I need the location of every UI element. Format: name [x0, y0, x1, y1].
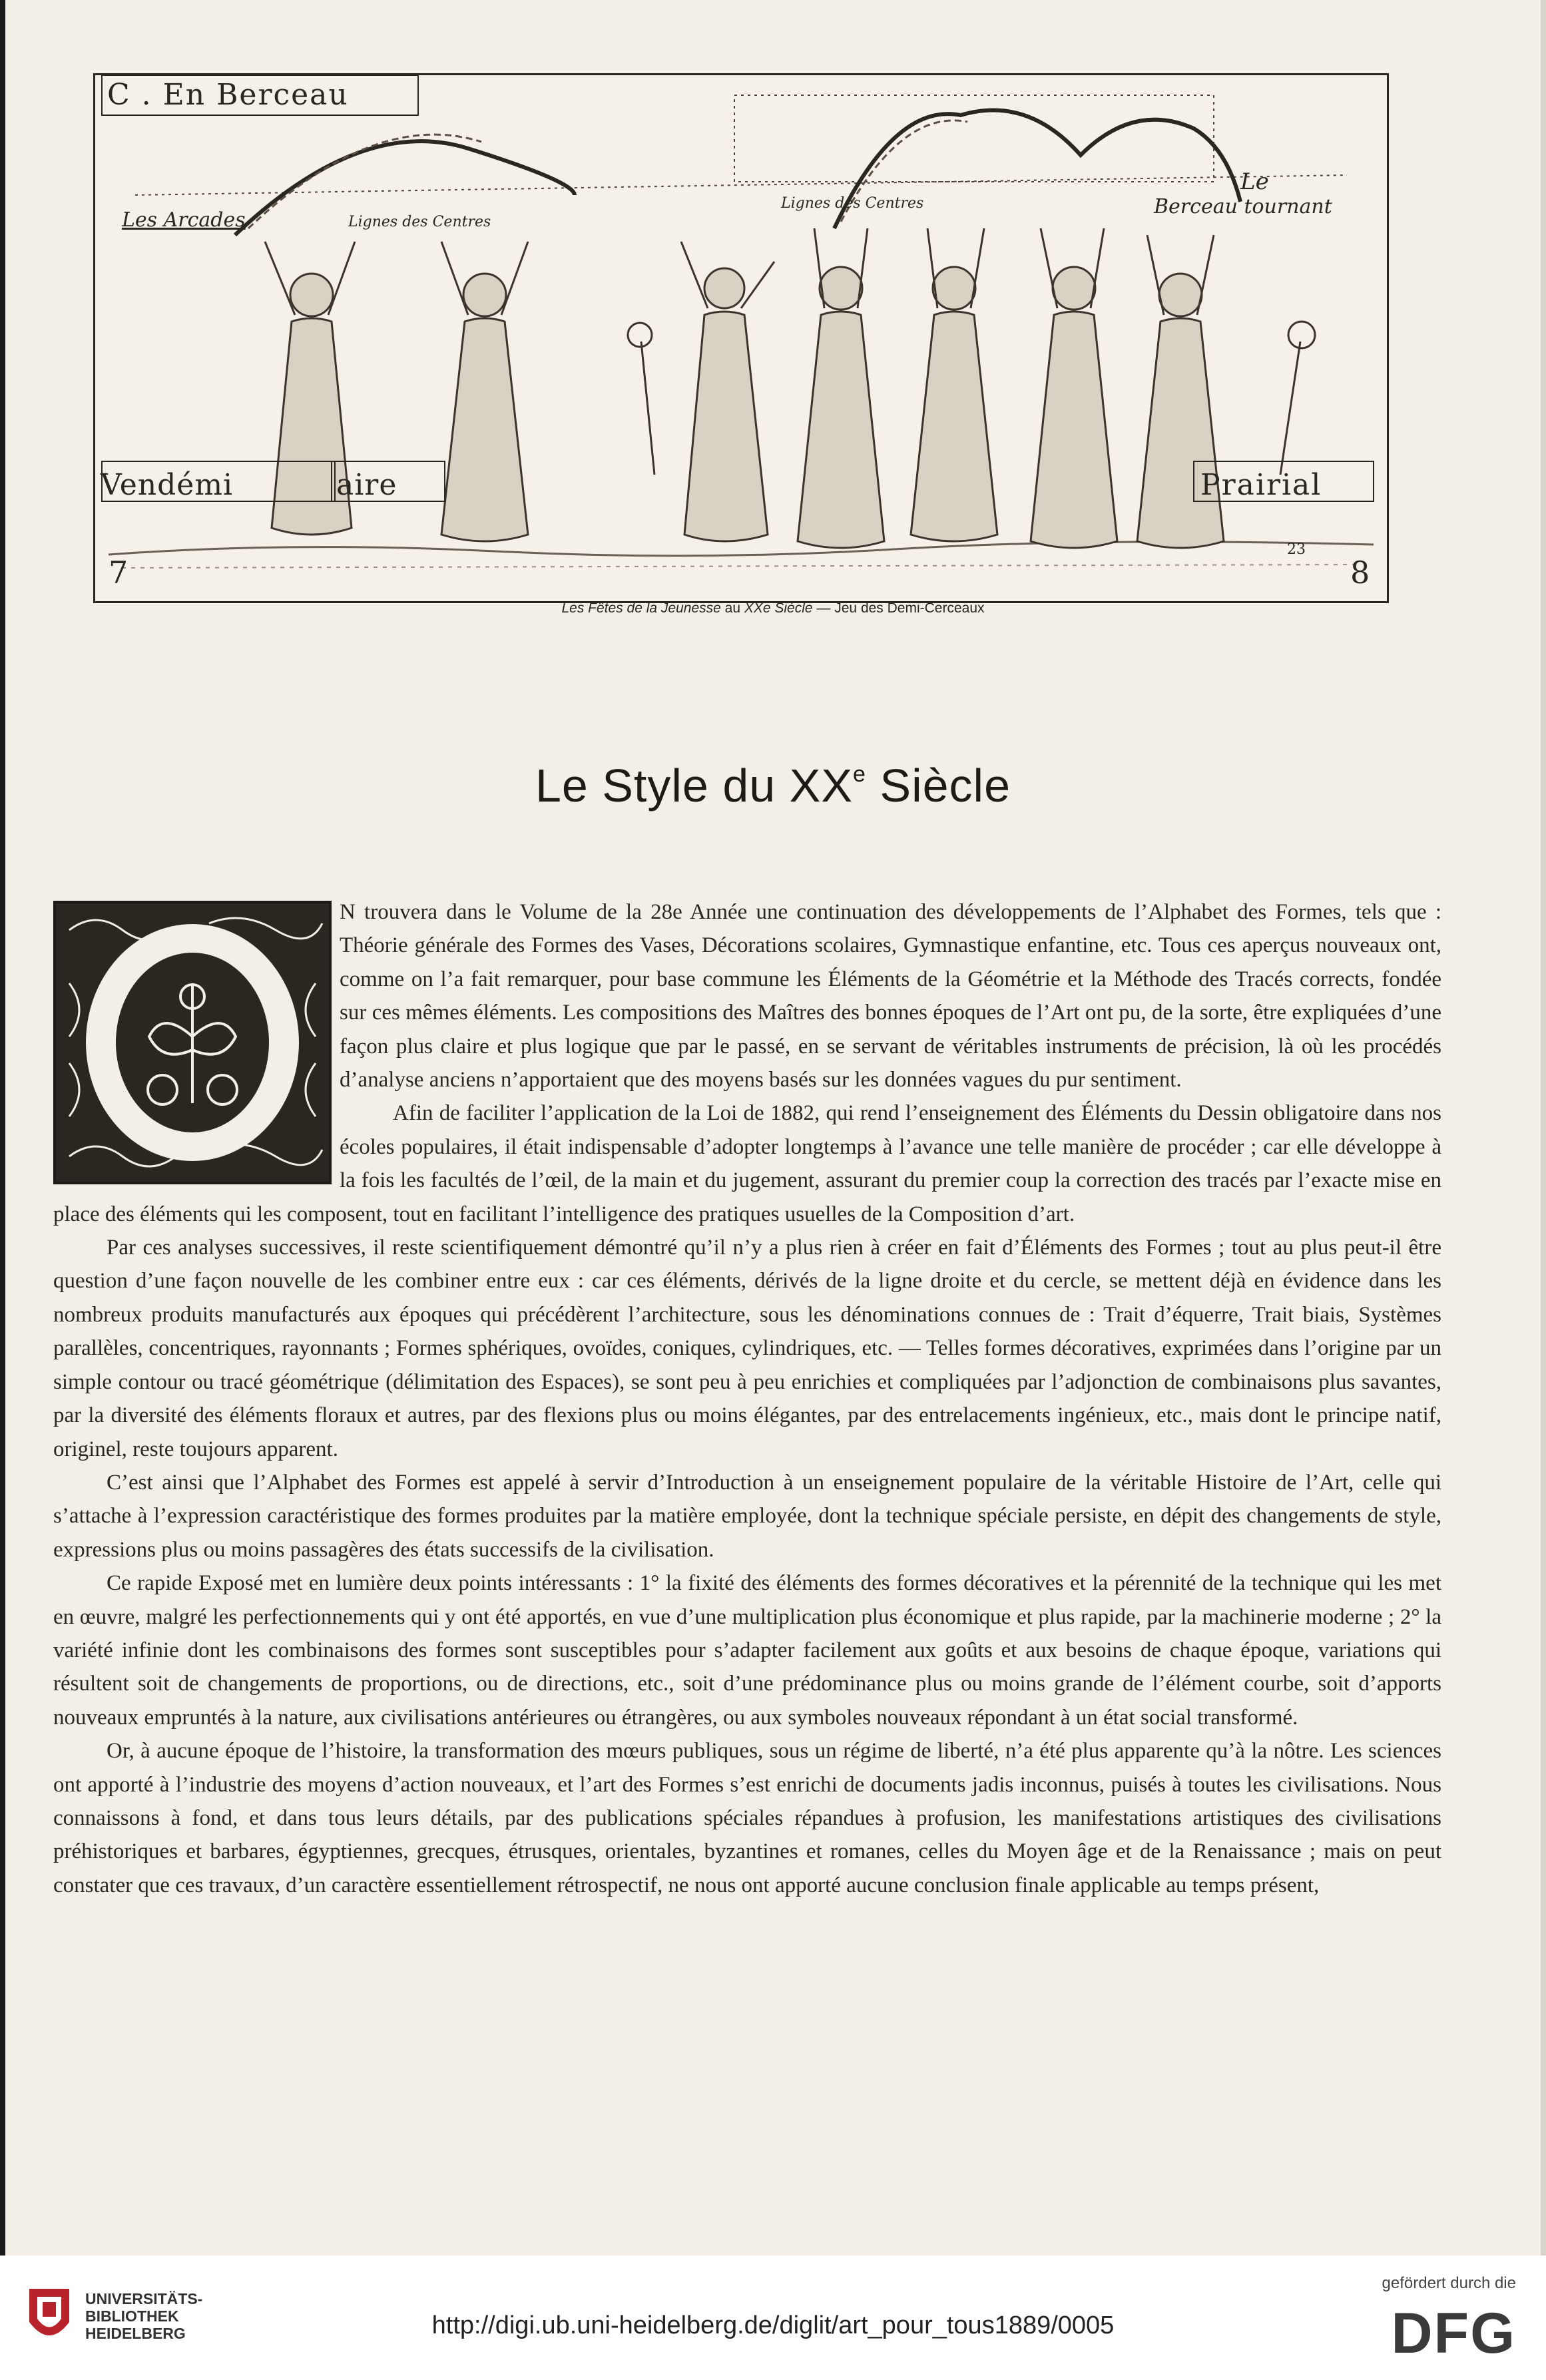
- title-main: Le Style du XX: [535, 760, 854, 812]
- paragraph-2: Afin de faciliter l’application de la Loi de 1882, qui rend l’enseignement des Éléments du Dessin obligatoire dans nos écoles populaires, il était indispensable d’adopter longtemps à l’avance une telle manière de procéder ; car elle développe à la fois les facultés de l’œil, de la main et du jugement, assurant du premier coup la correction des tracés par l’exacte mise en place des éléments qui les composent, tout en facilitant l’intelligence des pratiques usuelles de la Composition d’art.: [53, 1101, 1441, 1226]
- title-end: Siècle: [866, 760, 1011, 812]
- caption-italic: Les Fêtes de la Jeunesse: [561, 600, 721, 616]
- title-sup: e: [853, 762, 866, 787]
- article-title: [0, 759, 1546, 812]
- paragraph-3: Par ces analyses successives, il reste scientifiquement démontré qu’il n’y a plus rien à créer en fait d’Éléments des Formes ; tout au plus peut-il être question d’une façon nouvelle de les combiner entre eux : car ces éléments, dérivés de la ligne droite et du cercle, se mettent déjà en évidence dans les nombreux produits manufacturés aux époques qui précédèrent l’architecture, sous les dénominations connues de : Trait d’équerre, Trait biais, Systèmes parallèles, concentriques, rayonnants ; Formes sphériques, ovoïdes, coniques, cylindriques, etc. — Telles formes décoratives, exprimées dans l’origine par un simple contour ou tracé géométrique (délimitation des Espaces), se sont peu à peu enrichies et compliquées par l’adjonction de combinaisons plus savantes, par la diversité des éléments floraux et autres, par des flexions plus ou moins élégantes, par des entrelacements ingénieux, etc., mais dont le principe natif, originel, reste toujours apparent.: [53, 1236, 1441, 1461]
- label-prairial: Prairial: [1200, 468, 1322, 502]
- funded-by-label: gefördert durch die: [1382, 2274, 1516, 2292]
- caption-mid: au: [720, 600, 744, 616]
- illustration-frame: [93, 73, 1389, 603]
- label-lignes-left: Lignes des Centres: [348, 214, 491, 230]
- dfg-logo: DFG: [1391, 2301, 1516, 2365]
- label-vendemi: Vendémi: [101, 468, 234, 502]
- label-berceau-tournant: Berceau tournant: [1154, 195, 1332, 218]
- plate-number-right: 8: [1350, 555, 1370, 591]
- first-paragraph-wrap: [53, 895, 1441, 1096]
- dropcap-spacer: [53, 895, 340, 1182]
- label-les-arcades: Les Arcades: [122, 208, 246, 232]
- label-lignes-right: Lignes des Centres: [781, 195, 924, 212]
- permalink-url[interactable]: http://digi.ub.uni-heidelberg.de/diglit/art_pour_tous1889/0005: [431, 2311, 1115, 2339]
- girls-arch-drawing: [95, 75, 1387, 601]
- illustration-caption: [0, 600, 1546, 616]
- paragraph-6: Or, à aucune époque de l’histoire, la transformation des mœurs publiques, sous un régime de liberté, n’a été plus apparente qu’à la nôtre. Les sciences ont apporté à l’industrie des moyens d’action nouveaux, et l’art des Formes s’est enrichi de documents jadis inconnus, puisés à toutes les civilisations. Nous connaissons à fond, et dans tous leurs détails, par des publications spéciales répandues à profusion, les manifestations artistiques des civilisations préhistoriques et barbares, égyptiennes, grecques, étrusques, orientales, byzantines et romanes, celles du Moyen âge et de la Renaissance ; mais on peut constater que ces travaux, d’un caractère essentiellement rétrospectif, ne nous ont apporté aucune conclusion finale applicable au temps présent,: [53, 1739, 1441, 1897]
- library-line-3: HEIDELBERG: [85, 2325, 186, 2342]
- paragraph-1: N trouvera dans le Volume de la 28e Année une continuation des développements de l’Alphabet des Formes, tels que : Théorie générale des Formes des Vases, Décorations scolaires, Gymnastique enfantine, etc. Tous ces aperçus nouveaux ont, comme on l’a fait remarquer, pour base commune les Éléments de la Géométrie et la Méthode des Tracés corrects, fondée sur ces mêmes éléments. Les compositions des Maîtres des bonnes époques de l’Art ont pu, de la sorte, être expliquées d’une façon plus claire et plus logique que par le passé, en se servant de véritables instruments de précision, là où les procédés d’analyse anciens n’apportaient que des moyens basés sur les données vagues du pur sentiment.: [340, 900, 1441, 1092]
- library-line-2: BIBLIOTHEK: [85, 2307, 179, 2325]
- library-line-1: UNIVERSITÄTS-: [85, 2290, 203, 2307]
- label-en-berceau: C . En Berceau: [107, 78, 349, 112]
- page-edge: [1541, 0, 1546, 2256]
- label-aire: aire: [336, 468, 397, 502]
- label-le: Le: [1240, 168, 1269, 195]
- caption-century: XXe Siècle: [744, 600, 813, 616]
- article-body: [53, 895, 1441, 1902]
- caption-rest: — Jeu des Demi-Cerceaux: [812, 600, 985, 616]
- paragraph-4: C’est ainsi que l’Alphabet des Formes est appelé à servir d’Introduction à un enseignement populaire de la véritable Histoire de l’Art, celle qui s’attache à l’expression caractéristique des formes produites par la matière employée, dont la technique spéciale persiste, en dépit des changements de style, expressions plus ou moins passagères des états successifs de la civilisation.: [53, 1470, 1441, 1562]
- plate-number-small: 23: [1287, 541, 1306, 558]
- viewer-footer: [0, 2256, 1546, 2380]
- plate-number-left: 7: [109, 555, 129, 591]
- paragraph-5: Ce rapide Exposé met en lumière deux points intéressants : 1° la fixité des éléments des formes décoratives et la pérennité de la technique qui les met en œuvre, malgré les perfectionnements qui y ont été apportés, en vue d’une multiplication plus économique et plus rapide, par la machinerie moderne ; 2° la variété infinie dont les combinaisons des formes sont susceptibles pour s’adapter facilement aux goûts et aux besoins de chaque époque, variations qui résultent soit de changements de proportions, ou de directions, etc., soit d’une prédominance plus ou moins grande de l’élément courbe, soit d’apports nouveaux empruntés à la nature, aux civilisations antérieures ou étrangères, ou aux symboles nouveaux répondant à un état social transformé.: [53, 1571, 1441, 1730]
